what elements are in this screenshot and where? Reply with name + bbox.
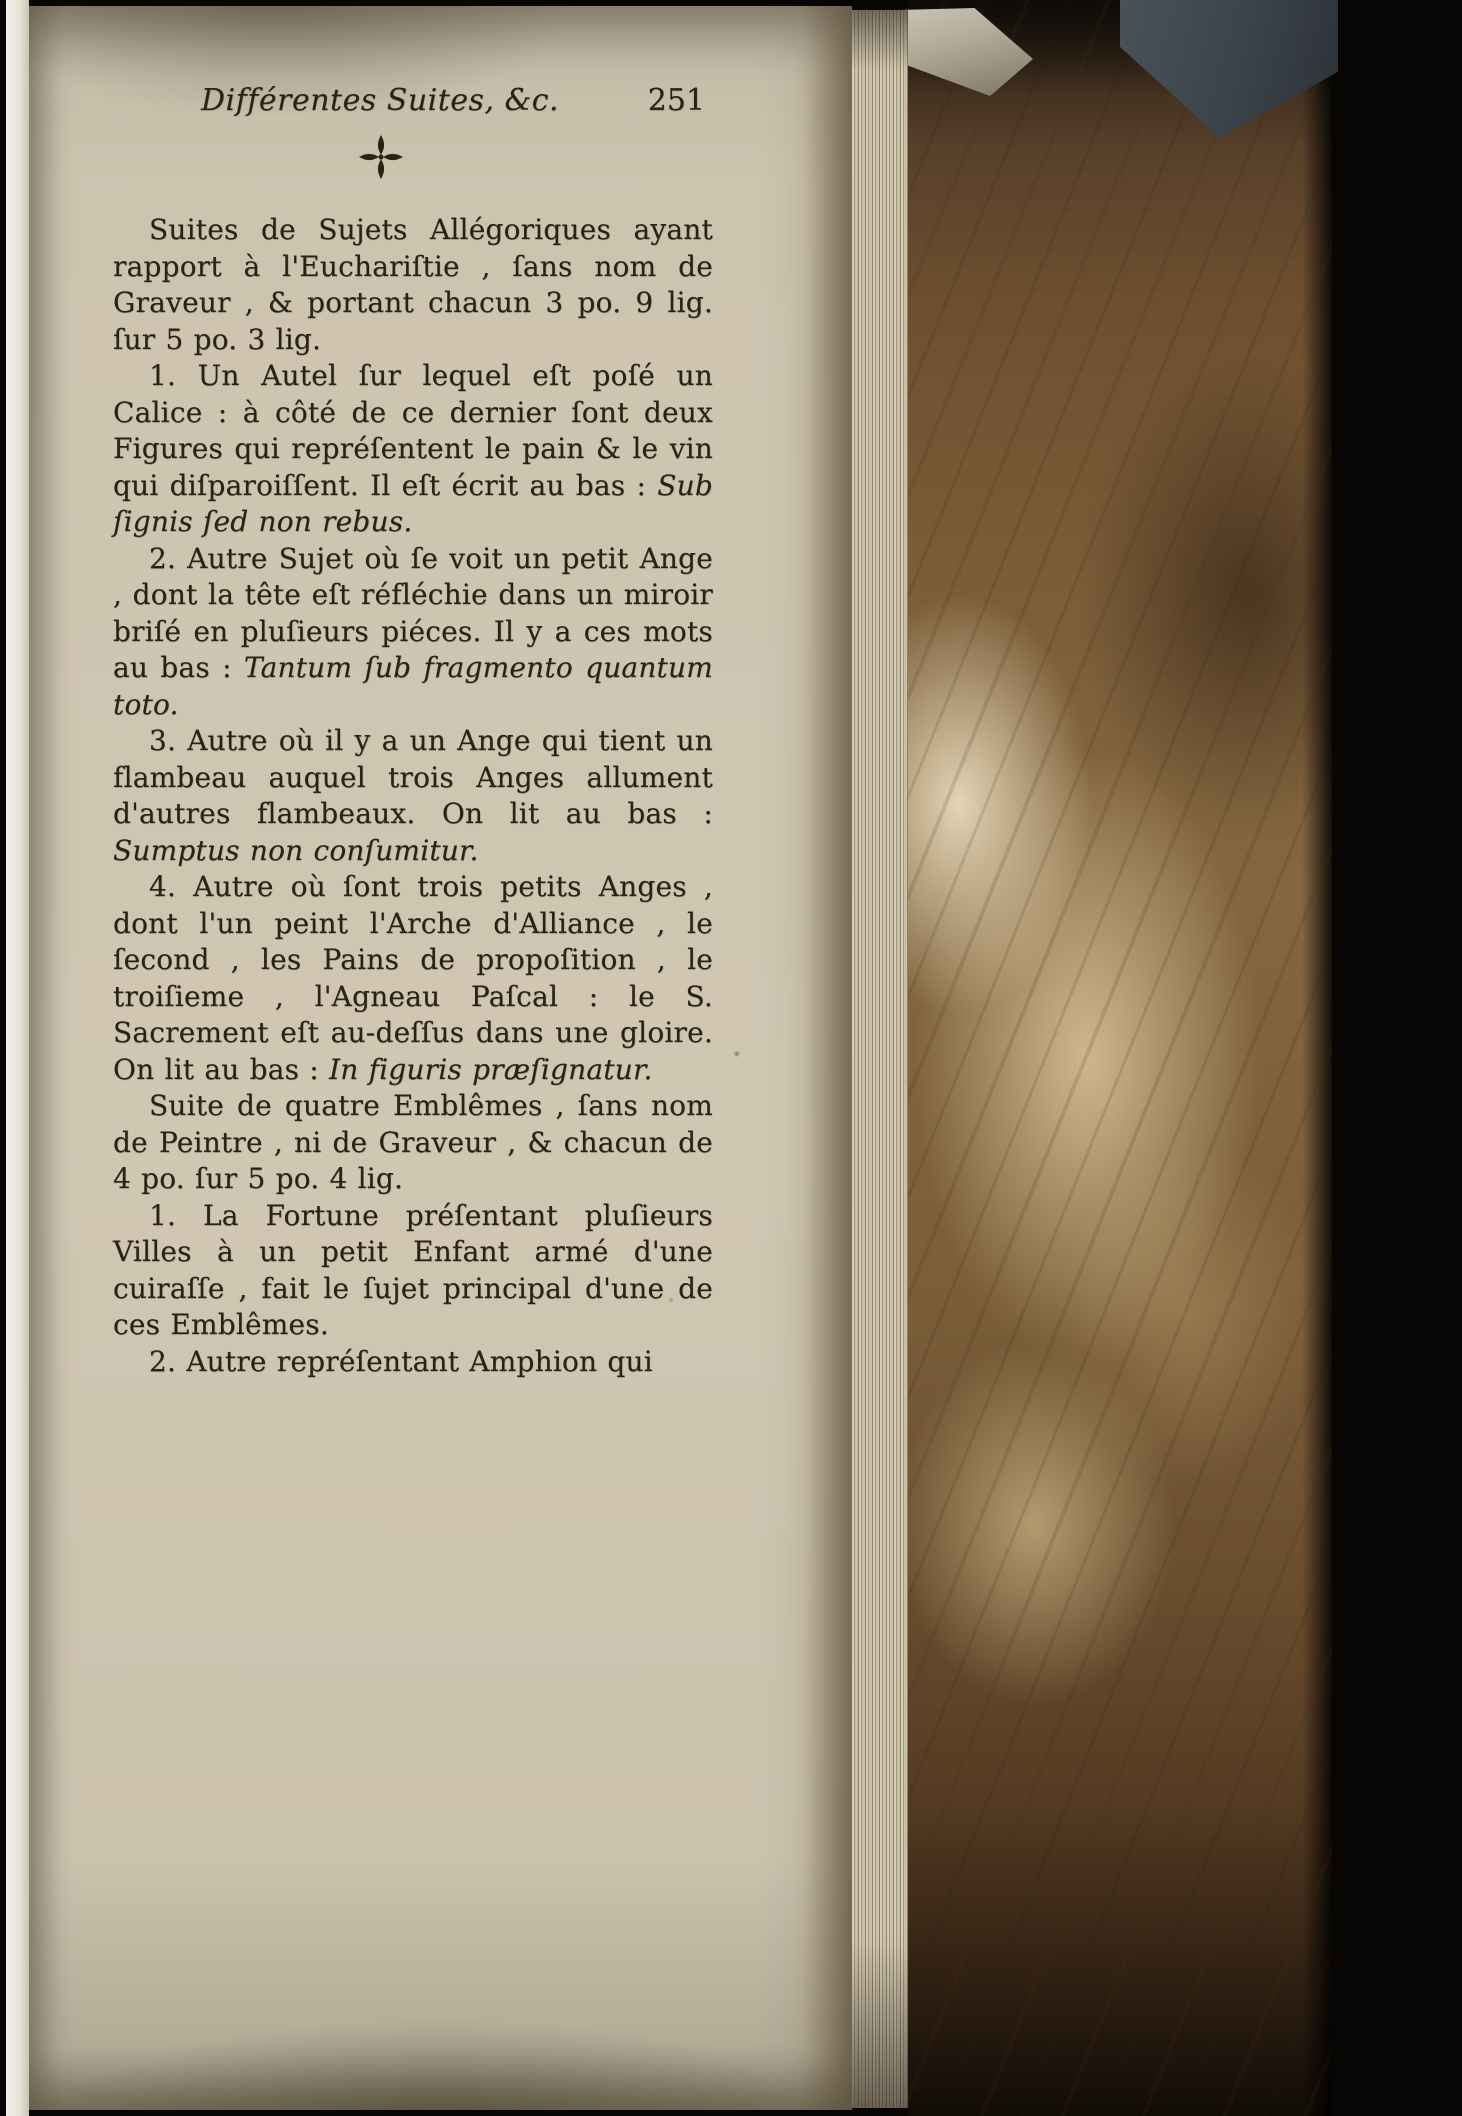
running-header-title: Différentes Suites, &c. [201, 83, 560, 118]
book-binding-marbled [908, 0, 1332, 2116]
running-header [113, 84, 713, 130]
page-stack-edges [852, 10, 908, 2108]
paragraph-text: 1. La Fortune préſentant pluſieurs Villes à un petit Enfant armé d'une cuiraſſe , fait le ſujet principal d'une de ces Emblêmes. [113, 1198, 713, 1341]
paragraph-item-2-ange-miroir [113, 541, 713, 724]
paragraph-text: 4. Autre où ſont trois petits Anges , dont l'un peint l'Arche d'Alliance , le ſecond , les Pains de propoſition , le troiſieme , l'Agneau Paſcal : le S. Sacrement eſt au-deſſus dans une gloire. On lit au bas : [113, 870, 713, 1086]
paragraph-text: 3. Autre où il y a un Ange qui tient un flambeau auquel trois Anges allument d'autres flambeaux. On lit au bas : [113, 724, 713, 830]
paragraph-item-1-autel [113, 358, 713, 541]
paragraph-item-2-amphion [113, 1344, 713, 1381]
paragraph-text: 1. Un Autel ſur lequel eſt poſé un Calice : à côté de ce dernier ſont deux Figures qui repréſentent le pain & le vin qui diſparoiſſent. Il eſt écrit au bas : [113, 359, 713, 502]
paragraph-latin: In figuris præſignatur. [329, 1052, 653, 1086]
scanner-edge-strip [6, 0, 29, 2116]
fleuron-ornament-icon [113, 130, 713, 212]
paragraph-text: Suite de quatre Emblêmes , ſans nom de Peintre , ni de Graveur , & chacun de 4 po. ſur 5 po. 4 lig. [113, 1089, 713, 1195]
paragraph-item-1-fortune [113, 1198, 713, 1344]
paragraph-intro-suite-allegorique [113, 212, 713, 358]
page-number: 251 [647, 83, 705, 118]
text-column [113, 84, 713, 1380]
paragraph-latin: Tantum ſub fragmento quantum toto. [113, 651, 713, 721]
paragraph-text: 2. Autre repréſentant Amphion qui [149, 1344, 653, 1378]
paragraph-text: 2. Autre Sujet où ſe voit un petit Ange , dont la tête eſt réfléchie dans un miroir briſé en pluſieurs piéces. Il y a ces mots au bas : [113, 541, 713, 684]
paragraph-item-4-trois-anges [113, 869, 713, 1088]
paragraph-text: Suites de Sujets Allégoriques ayant rapport à l'Euchariſtie , ſans nom de Graveur , & portant chacun 3 po. 9 lig. ſur 5 po. 3 lig. [113, 213, 713, 356]
paragraph-latin: Sumptus non conſumitur. [113, 833, 479, 867]
paragraph-intro-suite-emblemes [113, 1088, 713, 1198]
paragraph-latin: Sub ſignis ſed non rebus. [113, 468, 713, 538]
paragraph-item-3-flambeau [113, 723, 713, 869]
book-page [29, 6, 852, 2110]
